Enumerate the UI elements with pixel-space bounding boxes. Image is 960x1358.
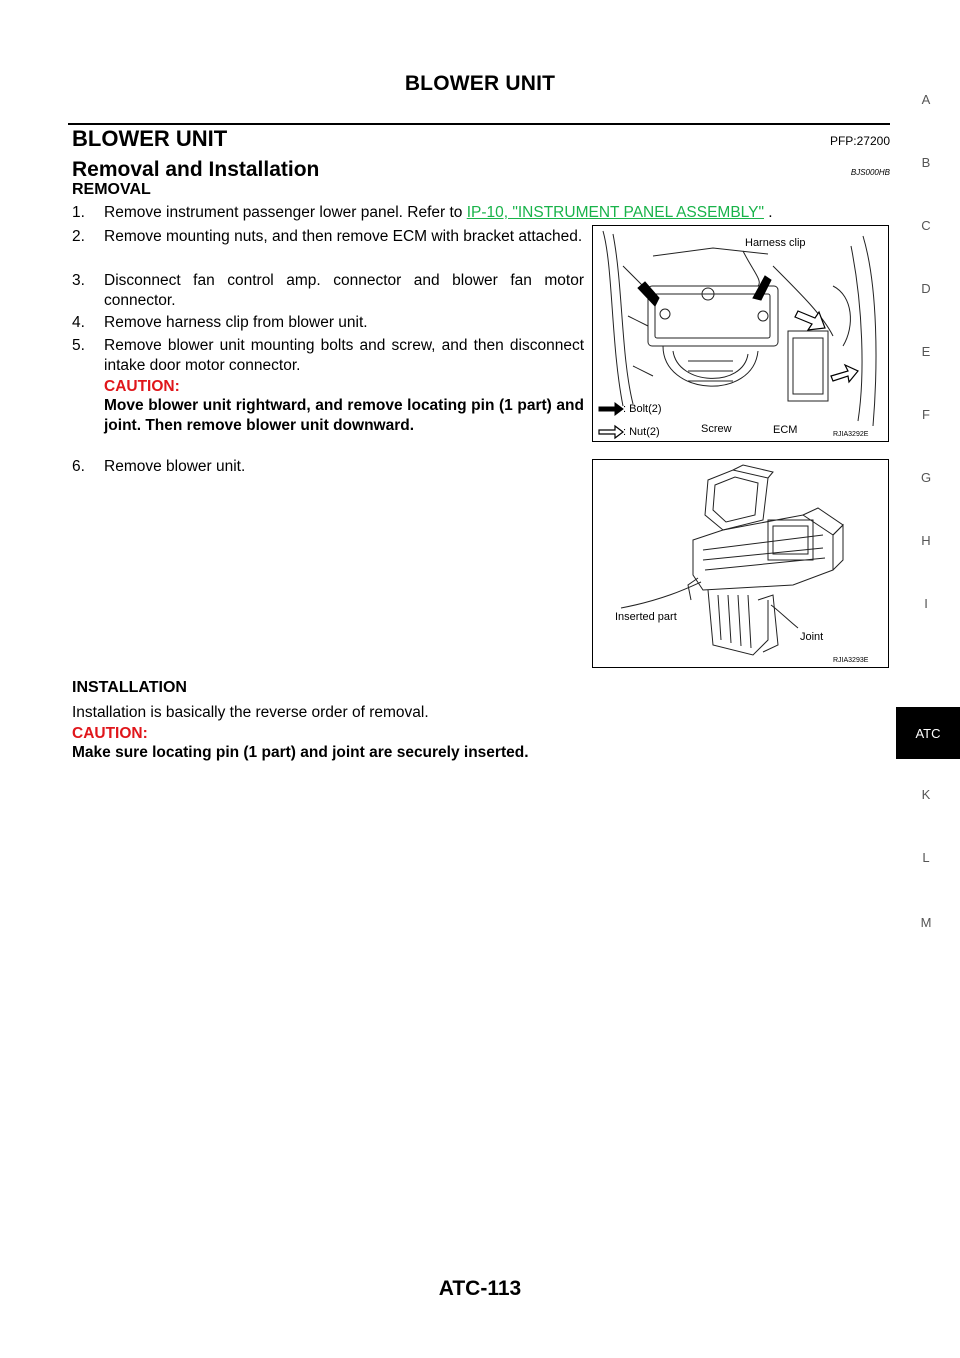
installation-heading: INSTALLATION — [72, 679, 187, 696]
caution-heading: CAUTION: — [72, 725, 148, 742]
section-title: BLOWER UNIT — [72, 126, 228, 151]
step-6 — [72, 457, 584, 477]
harness-clip-label: Harness clip — [745, 237, 806, 249]
bolt-label: : Bolt(2) — [623, 403, 662, 415]
side-tab-g[interactable]: G — [920, 470, 932, 485]
caution-block — [104, 378, 584, 436]
step-text: Remove harness clip from blower unit. — [104, 314, 368, 331]
inserted-part-label: Inserted part — [615, 611, 677, 623]
side-tab-k[interactable]: K — [921, 787, 931, 802]
ecm-removal-figure — [592, 225, 889, 442]
subsection-title: Removal and Installation — [72, 158, 320, 181]
step-3 — [72, 271, 584, 311]
installation-caution — [72, 725, 872, 763]
caution-text: Move blower unit rightward, and remove locating pin (1 part) and joint. Then remove blower unit downward. — [104, 397, 584, 434]
step-2 — [72, 227, 584, 247]
step-text-end: . — [763, 204, 773, 221]
installation-text: Installation is basically the reverse order of removal. — [72, 704, 429, 721]
step-number: 5. — [72, 337, 85, 354]
ecm-removal-illustration — [593, 226, 888, 441]
figure-code: RJIA3292E — [833, 431, 869, 438]
step-number: 4. — [72, 314, 85, 331]
joint-label: Joint — [800, 631, 824, 643]
side-tab-a[interactable]: A — [921, 92, 931, 107]
step-number: 3. — [72, 272, 85, 289]
step-text: Remove blower unit. — [104, 458, 246, 475]
caution-heading: CAUTION: — [104, 378, 180, 395]
header-rule — [68, 123, 890, 125]
side-tab-f[interactable]: F — [922, 407, 930, 422]
blower-unit-illustration — [593, 460, 888, 667]
step-number: 1. — [72, 204, 85, 221]
side-tab-d[interactable]: D — [921, 281, 931, 296]
step-text: Remove instrument passenger lower panel. Refer to — [104, 204, 467, 221]
ecm-label: ECM — [773, 424, 798, 436]
step-4 — [72, 313, 584, 333]
side-tab-c[interactable]: C — [921, 218, 931, 233]
part-number: PFP:27200 — [829, 134, 890, 148]
running-header: BLOWER UNIT — [404, 72, 556, 95]
side-tab-atc-active[interactable]: ATC — [896, 707, 960, 759]
instrument-panel-link[interactable]: IP-10, "INSTRUMENT PANEL ASSEMBLY" — [466, 204, 764, 221]
section-code: BJS000HB — [850, 168, 890, 177]
step-text: Disconnect fan control amp. connector and blower fan motor connector. — [104, 272, 584, 309]
side-tab-e[interactable]: E — [921, 344, 931, 359]
page-number: ATC-113 — [438, 1277, 522, 1300]
removal-heading: REMOVAL — [72, 181, 151, 198]
side-tab-i[interactable]: I — [924, 596, 928, 611]
step-number: 6. — [72, 458, 85, 475]
side-tab-m[interactable]: M — [920, 915, 932, 930]
side-tab-b[interactable]: B — [921, 155, 931, 170]
figure-code: RJIA3293E — [833, 657, 869, 664]
nut-label: : Nut(2) — [623, 426, 660, 438]
step-5 — [72, 336, 584, 376]
step-text: Remove blower unit mounting bolts and screw, and then disconnect intake door motor connector. — [104, 337, 584, 374]
screw-label: Screw — [701, 423, 732, 435]
side-tab-h[interactable]: H — [921, 533, 931, 548]
side-tab-l[interactable]: L — [922, 850, 930, 865]
step-number: 2. — [72, 228, 85, 245]
caution-text: Make sure locating pin (1 part) and joint are securely inserted. — [72, 744, 529, 761]
step-1 — [72, 203, 872, 223]
step-text: Remove mounting nuts, and then remove ECM with bracket attached. — [104, 228, 583, 245]
blower-unit-figure — [592, 459, 889, 668]
